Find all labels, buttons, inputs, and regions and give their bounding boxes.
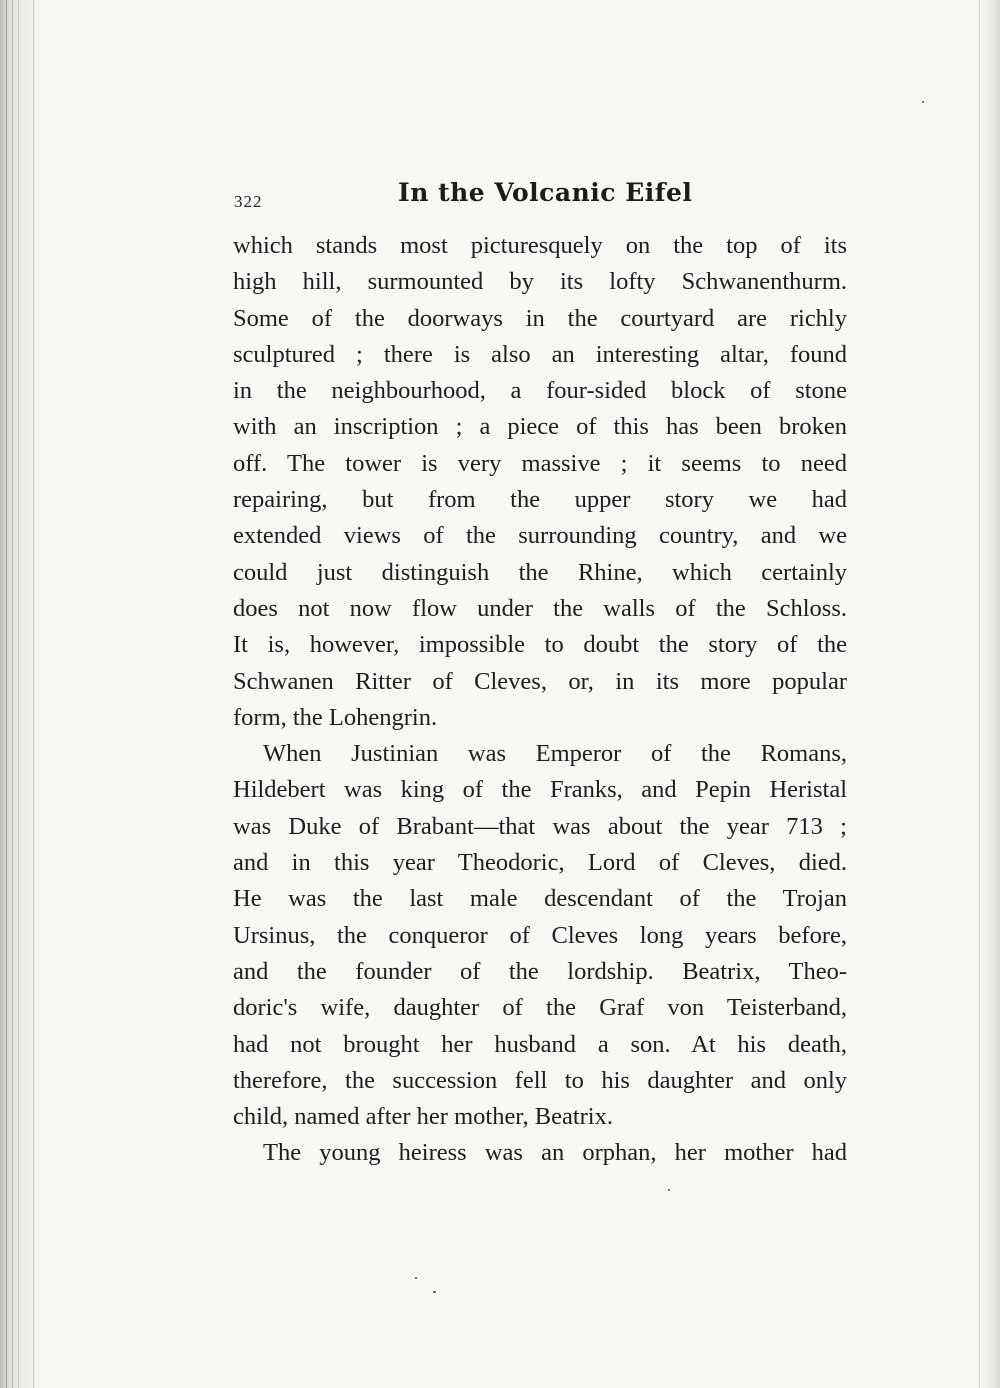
text-line: form, the Lohengrin. xyxy=(233,703,438,731)
page-right-edge xyxy=(978,0,1000,1388)
text-line: The young heiress was an orphan, her mother had xyxy=(263,1139,847,1167)
gutter-edge-line xyxy=(33,0,34,1388)
text-line: Some of the doorways in the courtyard are richly xyxy=(233,304,847,332)
page-number: 322 xyxy=(234,192,263,211)
gutter-edge-line xyxy=(12,0,13,1388)
paper-speck xyxy=(415,1277,417,1279)
right-edge-line xyxy=(979,0,980,1388)
text-line: repairing, but from the upper story we had xyxy=(233,486,847,514)
gutter-edge-line xyxy=(6,0,7,1388)
text-line: high hill, surmounted by its lofty Schwanenthurm. xyxy=(233,268,847,296)
text-line: Hildebert was king of the Franks, and Pepin Heristal xyxy=(233,776,847,804)
paper-speck xyxy=(433,1291,436,1293)
text-line: It is, however, impossible to doubt the story of the xyxy=(233,631,847,659)
text-line: was Duke of Brabant—that was about the year 713 ; xyxy=(233,812,847,840)
text-line: therefore, the succession fell to his daughter and only xyxy=(233,1066,847,1094)
running-header xyxy=(232,178,852,218)
text-line: doric's wife, daughter of the Graf von Teisterband, xyxy=(233,994,847,1022)
text-line: and the founder of the lordship. Beatrix, Theo- xyxy=(233,957,847,985)
body-text xyxy=(233,228,847,1172)
text-line: could just distinguish the Rhine, which certainly xyxy=(233,558,847,586)
paper-speck xyxy=(922,101,924,103)
gutter-edge-line xyxy=(18,0,19,1388)
text-line: sculptured ; there is also an interesting altar, found xyxy=(233,340,847,368)
text-line: off. The tower is very massive ; it seems to need xyxy=(233,449,847,477)
text-line: He was the last male descendant of the Trojan xyxy=(233,885,847,913)
text-line: which stands most picturesquely on the top of its xyxy=(233,232,847,259)
text-line: with an inscription ; a piece of this has been broken xyxy=(233,413,847,441)
running-title: In the Volcanic Eifel xyxy=(398,178,693,207)
text-line: in the neighbourhood, a four-sided block of stone xyxy=(233,377,847,405)
text-line: Ursinus, the conqueror of Cleves long years before, xyxy=(233,921,847,949)
text-line: When Justinian was Emperor of the Romans, xyxy=(263,740,847,768)
text-line: and in this year Theodoric, Lord of Cleves, died. xyxy=(233,849,847,877)
text-line: extended views of the surrounding country, and we xyxy=(233,522,847,550)
text-line: Schwanen Ritter of Cleves, or, in its more popular xyxy=(233,667,847,695)
text-line: does not now flow under the walls of the Schloss. xyxy=(233,594,847,622)
text-line: had not brought her husband a son. At his death, xyxy=(233,1030,847,1058)
text-line: child, named after her mother, Beatrix. xyxy=(233,1103,613,1131)
paper-speck xyxy=(668,1189,670,1191)
